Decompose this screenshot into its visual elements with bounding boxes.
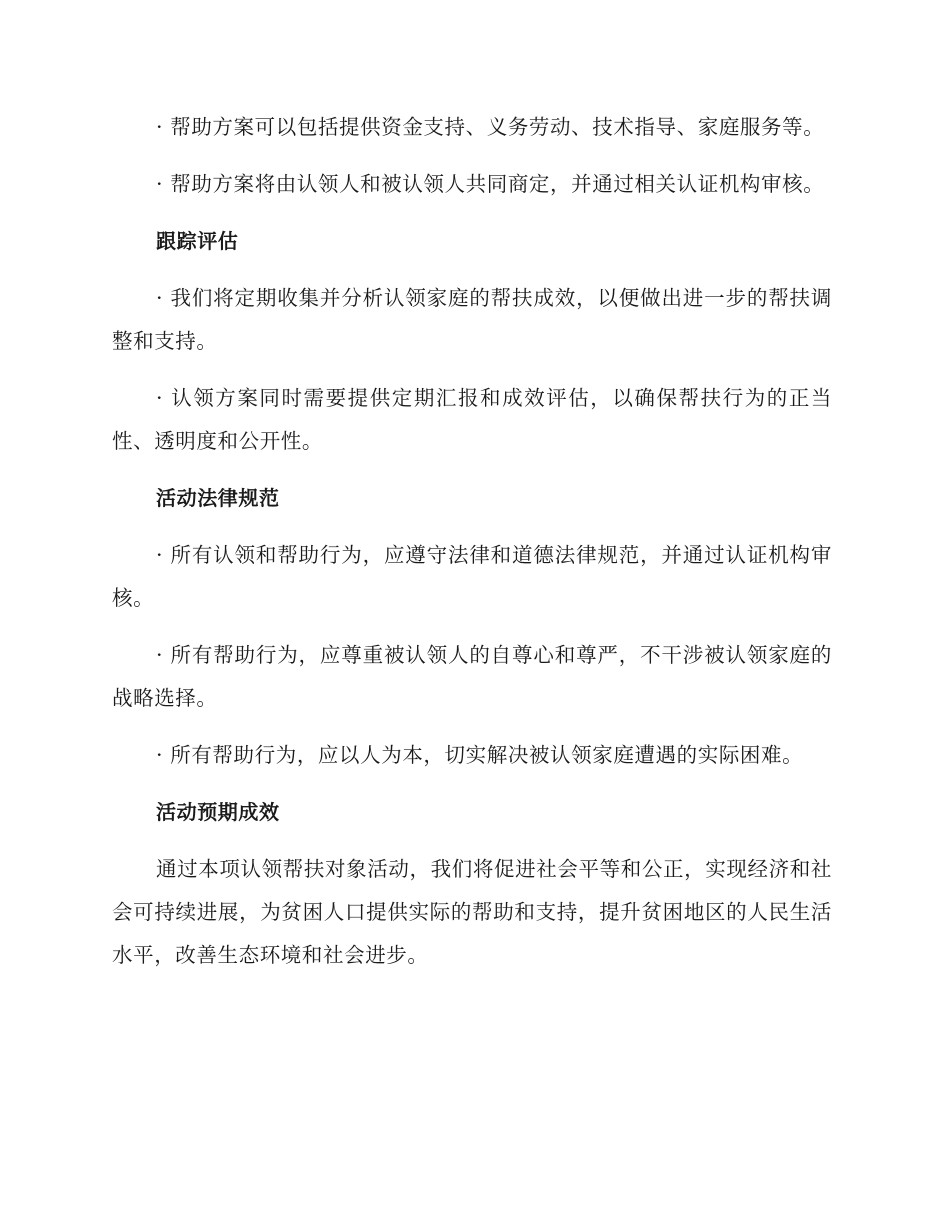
bullet-help-plan-content: · 帮助方案可以包括提供资金支持、义务劳动、技术指导、家庭服务等。 [156,115,825,139]
section-heading-legal: 活动法律规范 [156,486,280,510]
document-body [112,106,832,991]
section-heading-tracking: 跟踪评估 [156,229,239,253]
bullet-legal-compliance: · 所有认领和帮助行为，应遵守法律和道德法律规范，并通过认证机构审核。 [112,543,832,610]
bullet-people-oriented: · 所有帮助行为，应以人为本，切实解决被认领家庭遭遇的实际困难。 [156,743,804,767]
bullet-respect-dignity: · 所有帮助行为，应尊重被认领人的自尊心和尊严，不干涉被认领家庭的战略选择。 [112,643,832,710]
section-heading-expected-results: 活动预期成效 [156,800,280,824]
bullet-regular-analysis: · 我们将定期收集并分析认领家庭的帮扶成效，以便做出进一步的帮扶调整和支持。 [112,286,832,353]
bullet-help-plan-negotiation: · 帮助方案将由认领人和被认领人共同商定，并通过相关认证机构审核。 [156,172,825,196]
paragraph-expected-results: 通过本项认领帮扶对象活动，我们将促进社会平等和公正，实现经济和社会可持续进展，为贫困人口提供实际的帮助和支持，提升贫困地区的人民生活水平，改善生态环境和社会进步。 [112,857,832,967]
bullet-reporting-evaluation: · 认领方案同时需要提供定期汇报和成效评估，以确保帮扶行为的正当性、透明度和公开性。 [112,386,832,453]
